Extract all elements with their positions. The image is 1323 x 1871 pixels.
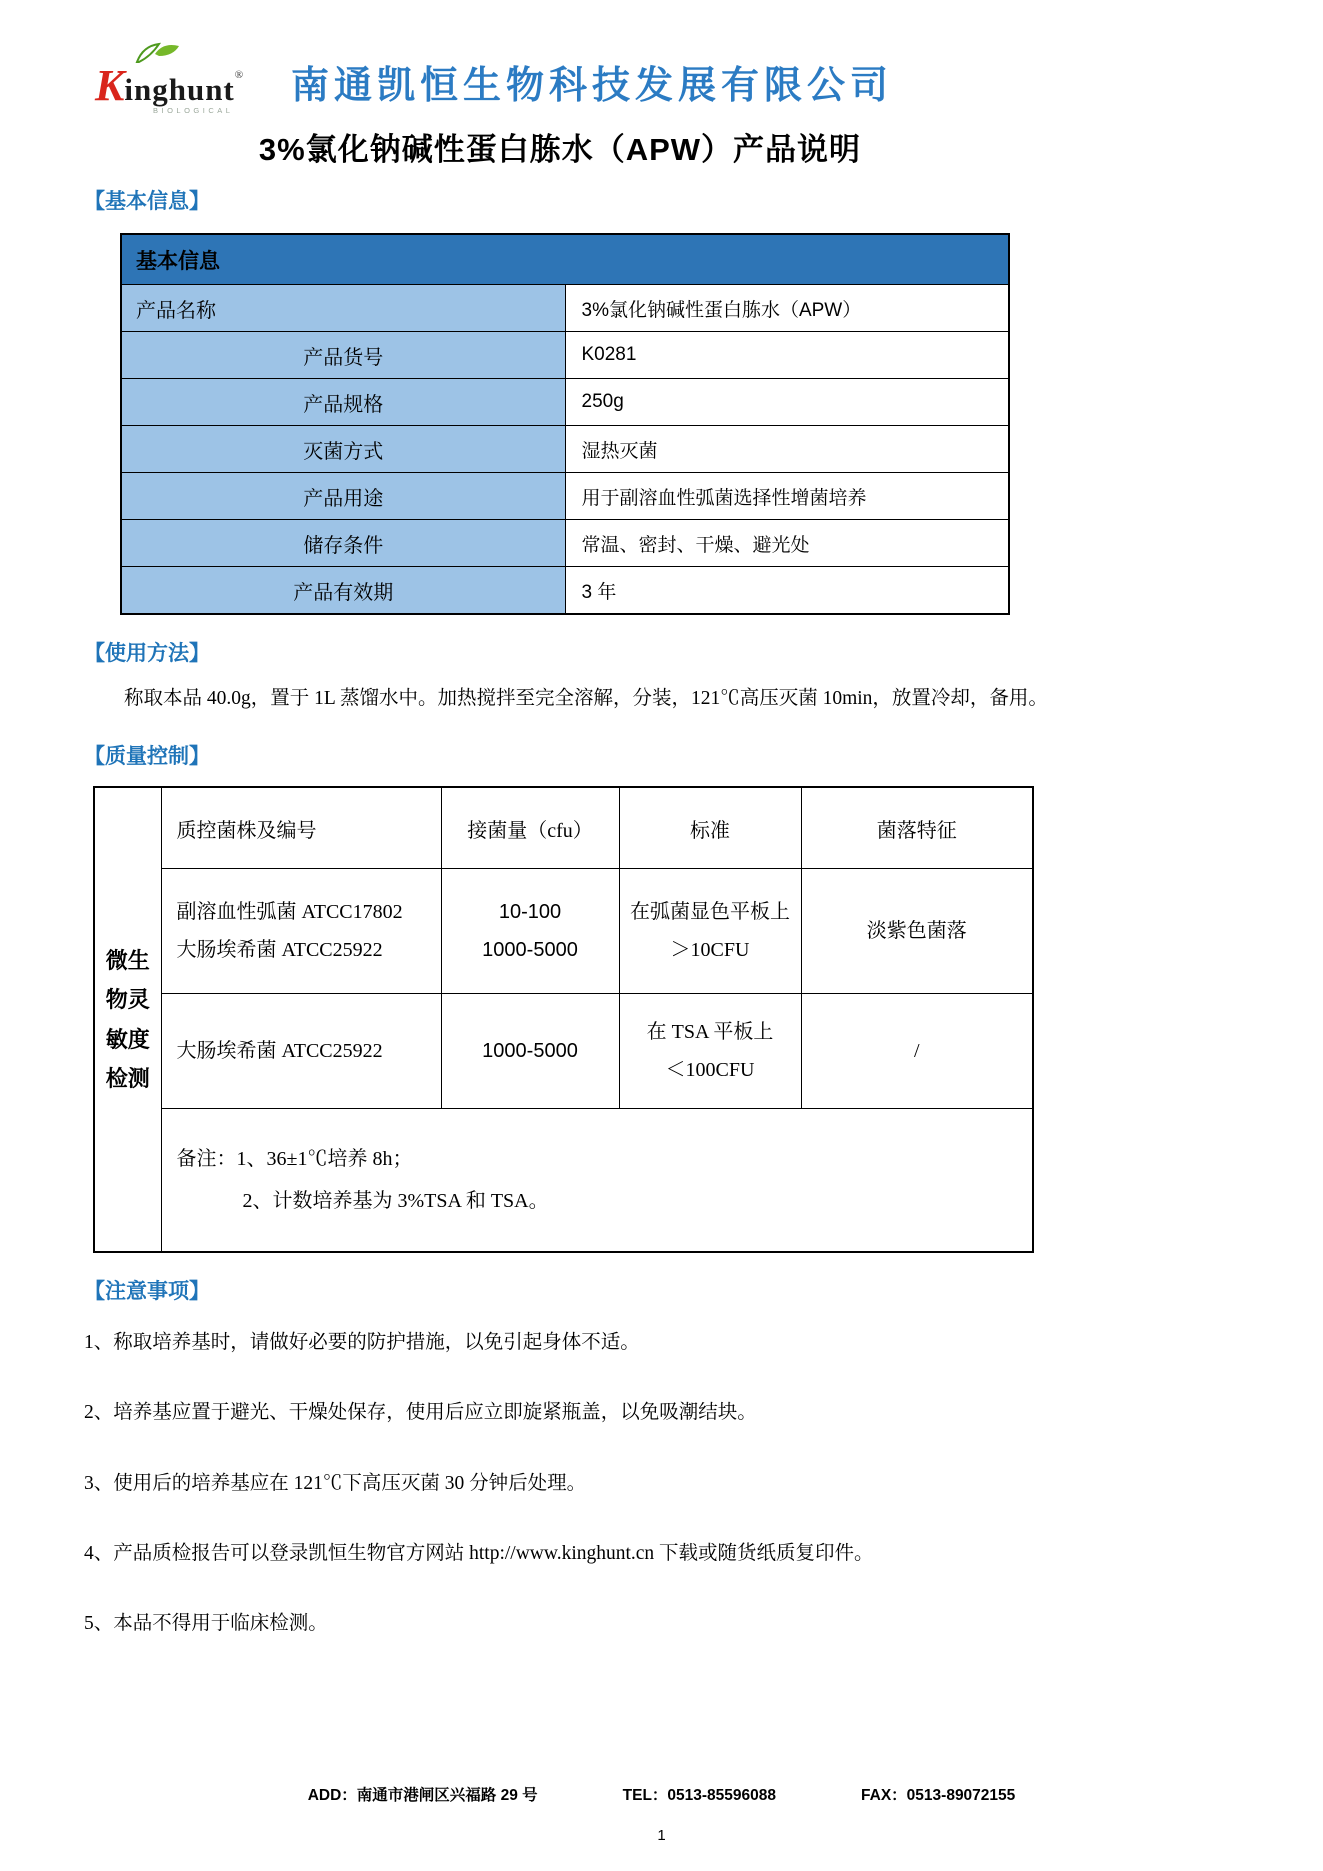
- row-label: 储存条件: [121, 520, 565, 567]
- section-heading-usage: 【使用方法】: [84, 642, 210, 665]
- qc-remark-cell: 备注：1、36±1℃培养 8h； 2、计数培养基为 3%TSA 和 TSA。: [161, 1109, 1033, 1253]
- qc-strain-cell: 大肠埃希菌 ATCC25922: [161, 994, 441, 1109]
- note-item: 2、培养基应置于避光、干燥处保存，使用后应立即旋紧瓶盖，以免吸潮结块。: [84, 1402, 757, 1424]
- footer-address: ADD：南通市港闸区兴福路 29 号: [307, 1787, 538, 1804]
- logo-subtitle: BIOLOGICAL: [153, 106, 234, 115]
- section-heading-notes: 【注意事项】: [84, 1280, 210, 1304]
- basic-info-table: [120, 233, 1010, 615]
- document-header: [0, 0, 1323, 116]
- quality-control-table: [93, 786, 1034, 1253]
- row-label: 产品规格: [121, 379, 565, 426]
- row-label: 产品用途: [121, 473, 565, 520]
- row-value: K0281: [565, 332, 1009, 379]
- logo-letter-k: K: [95, 61, 125, 110]
- qc-column-standard: 标准: [619, 787, 801, 869]
- table-row: [121, 520, 1009, 567]
- qc-data-row: [94, 869, 1033, 994]
- notes-list: [84, 1329, 1278, 1637]
- row-value: 3 年: [565, 567, 1009, 615]
- row-label: 灭菌方式: [121, 426, 565, 473]
- page-title: 3%氯化钠碱性蛋白胨水（APW）产品说明: [258, 132, 862, 167]
- table-row: [121, 332, 1009, 379]
- table-header-cell: 基本信息: [121, 234, 1009, 285]
- section-heading-basic-info: 【基本信息】: [84, 190, 210, 213]
- qc-feature-cell: /: [801, 994, 1033, 1109]
- qc-standard-cell: 在弧菌显色平板上 ＞10CFU: [619, 869, 801, 994]
- table-row: [121, 567, 1009, 615]
- note-item: 4、产品质检报告可以登录凯恒生物官方网站 http://www.kinghunt.cn 下载或随货纸质复印件。: [84, 1543, 874, 1565]
- row-value: 250g: [565, 379, 1009, 426]
- page-footer: [0, 1783, 1323, 1805]
- row-value: 常温、密封、干燥、避光处: [565, 520, 1009, 567]
- logo-brand-text: inghunt: [124, 72, 235, 107]
- row-label: 产品名称: [121, 285, 565, 332]
- registered-mark: ®: [234, 69, 244, 81]
- footer-fax: FAX：0513-89072155: [861, 1787, 1016, 1804]
- note-item: 1、称取培养基时，请做好必要的防护措施，以免引起身体不适。: [84, 1332, 640, 1354]
- table-row: [121, 285, 1009, 332]
- qc-remark-row: [94, 1109, 1033, 1253]
- row-label: 产品有效期: [121, 567, 565, 615]
- page-number: 1: [657, 1827, 666, 1844]
- row-label: 产品货号: [121, 332, 565, 379]
- qc-feature-cell: 淡紫色菌落: [801, 869, 1033, 994]
- row-value: 用于副溶血性弧菌选择性增菌培养: [565, 473, 1009, 520]
- table-row: [121, 379, 1009, 426]
- table-row: [121, 473, 1009, 520]
- qc-column-strain: 质控菌株及编号: [161, 787, 441, 869]
- footer-tel: TEL：0513-85596088: [622, 1787, 777, 1804]
- section-heading-quality-control: 【质量控制】: [84, 745, 210, 769]
- usage-instructions: 称取本品 40.0g，置于 1L 蒸馏水中。加热搅拌至完全溶解，分装，121℃高压灭菌 10min，放置冷却，备用。: [124, 688, 1048, 709]
- qc-strain-cell: 副溶血性弧菌 ATCC17802 大肠埃希菌 ATCC25922: [161, 869, 441, 994]
- row-value: 湿热灭菌: [565, 426, 1009, 473]
- qc-header-row: [94, 787, 1033, 869]
- kinghunt-logo: [95, 46, 255, 116]
- qc-data-row: [94, 994, 1033, 1109]
- note-item: 5、本品不得用于临床检测。: [84, 1613, 328, 1635]
- note-item: 3、使用后的培养基应在 121℃下高压灭菌 30 分钟后处理。: [84, 1472, 587, 1494]
- qc-column-feature: 菌落特征: [801, 787, 1033, 869]
- row-value: 3%氯化钠碱性蛋白胨水（APW）: [565, 285, 1009, 332]
- qc-column-cfu: 接菌量（cfu）: [441, 787, 619, 869]
- qc-cfu-cell: 1000-5000: [441, 994, 619, 1109]
- company-name: 南通凯恒生物科技发展有限公司: [291, 65, 894, 107]
- qc-standard-cell: 在 TSA 平板上 ＜100CFU: [619, 994, 801, 1109]
- qc-side-label: 微生 物灵 敏度 检测: [94, 787, 161, 1252]
- table-row: [121, 426, 1009, 473]
- table-header-row: [121, 234, 1009, 285]
- qc-cfu-cell: 10-100 1000-5000: [441, 869, 619, 994]
